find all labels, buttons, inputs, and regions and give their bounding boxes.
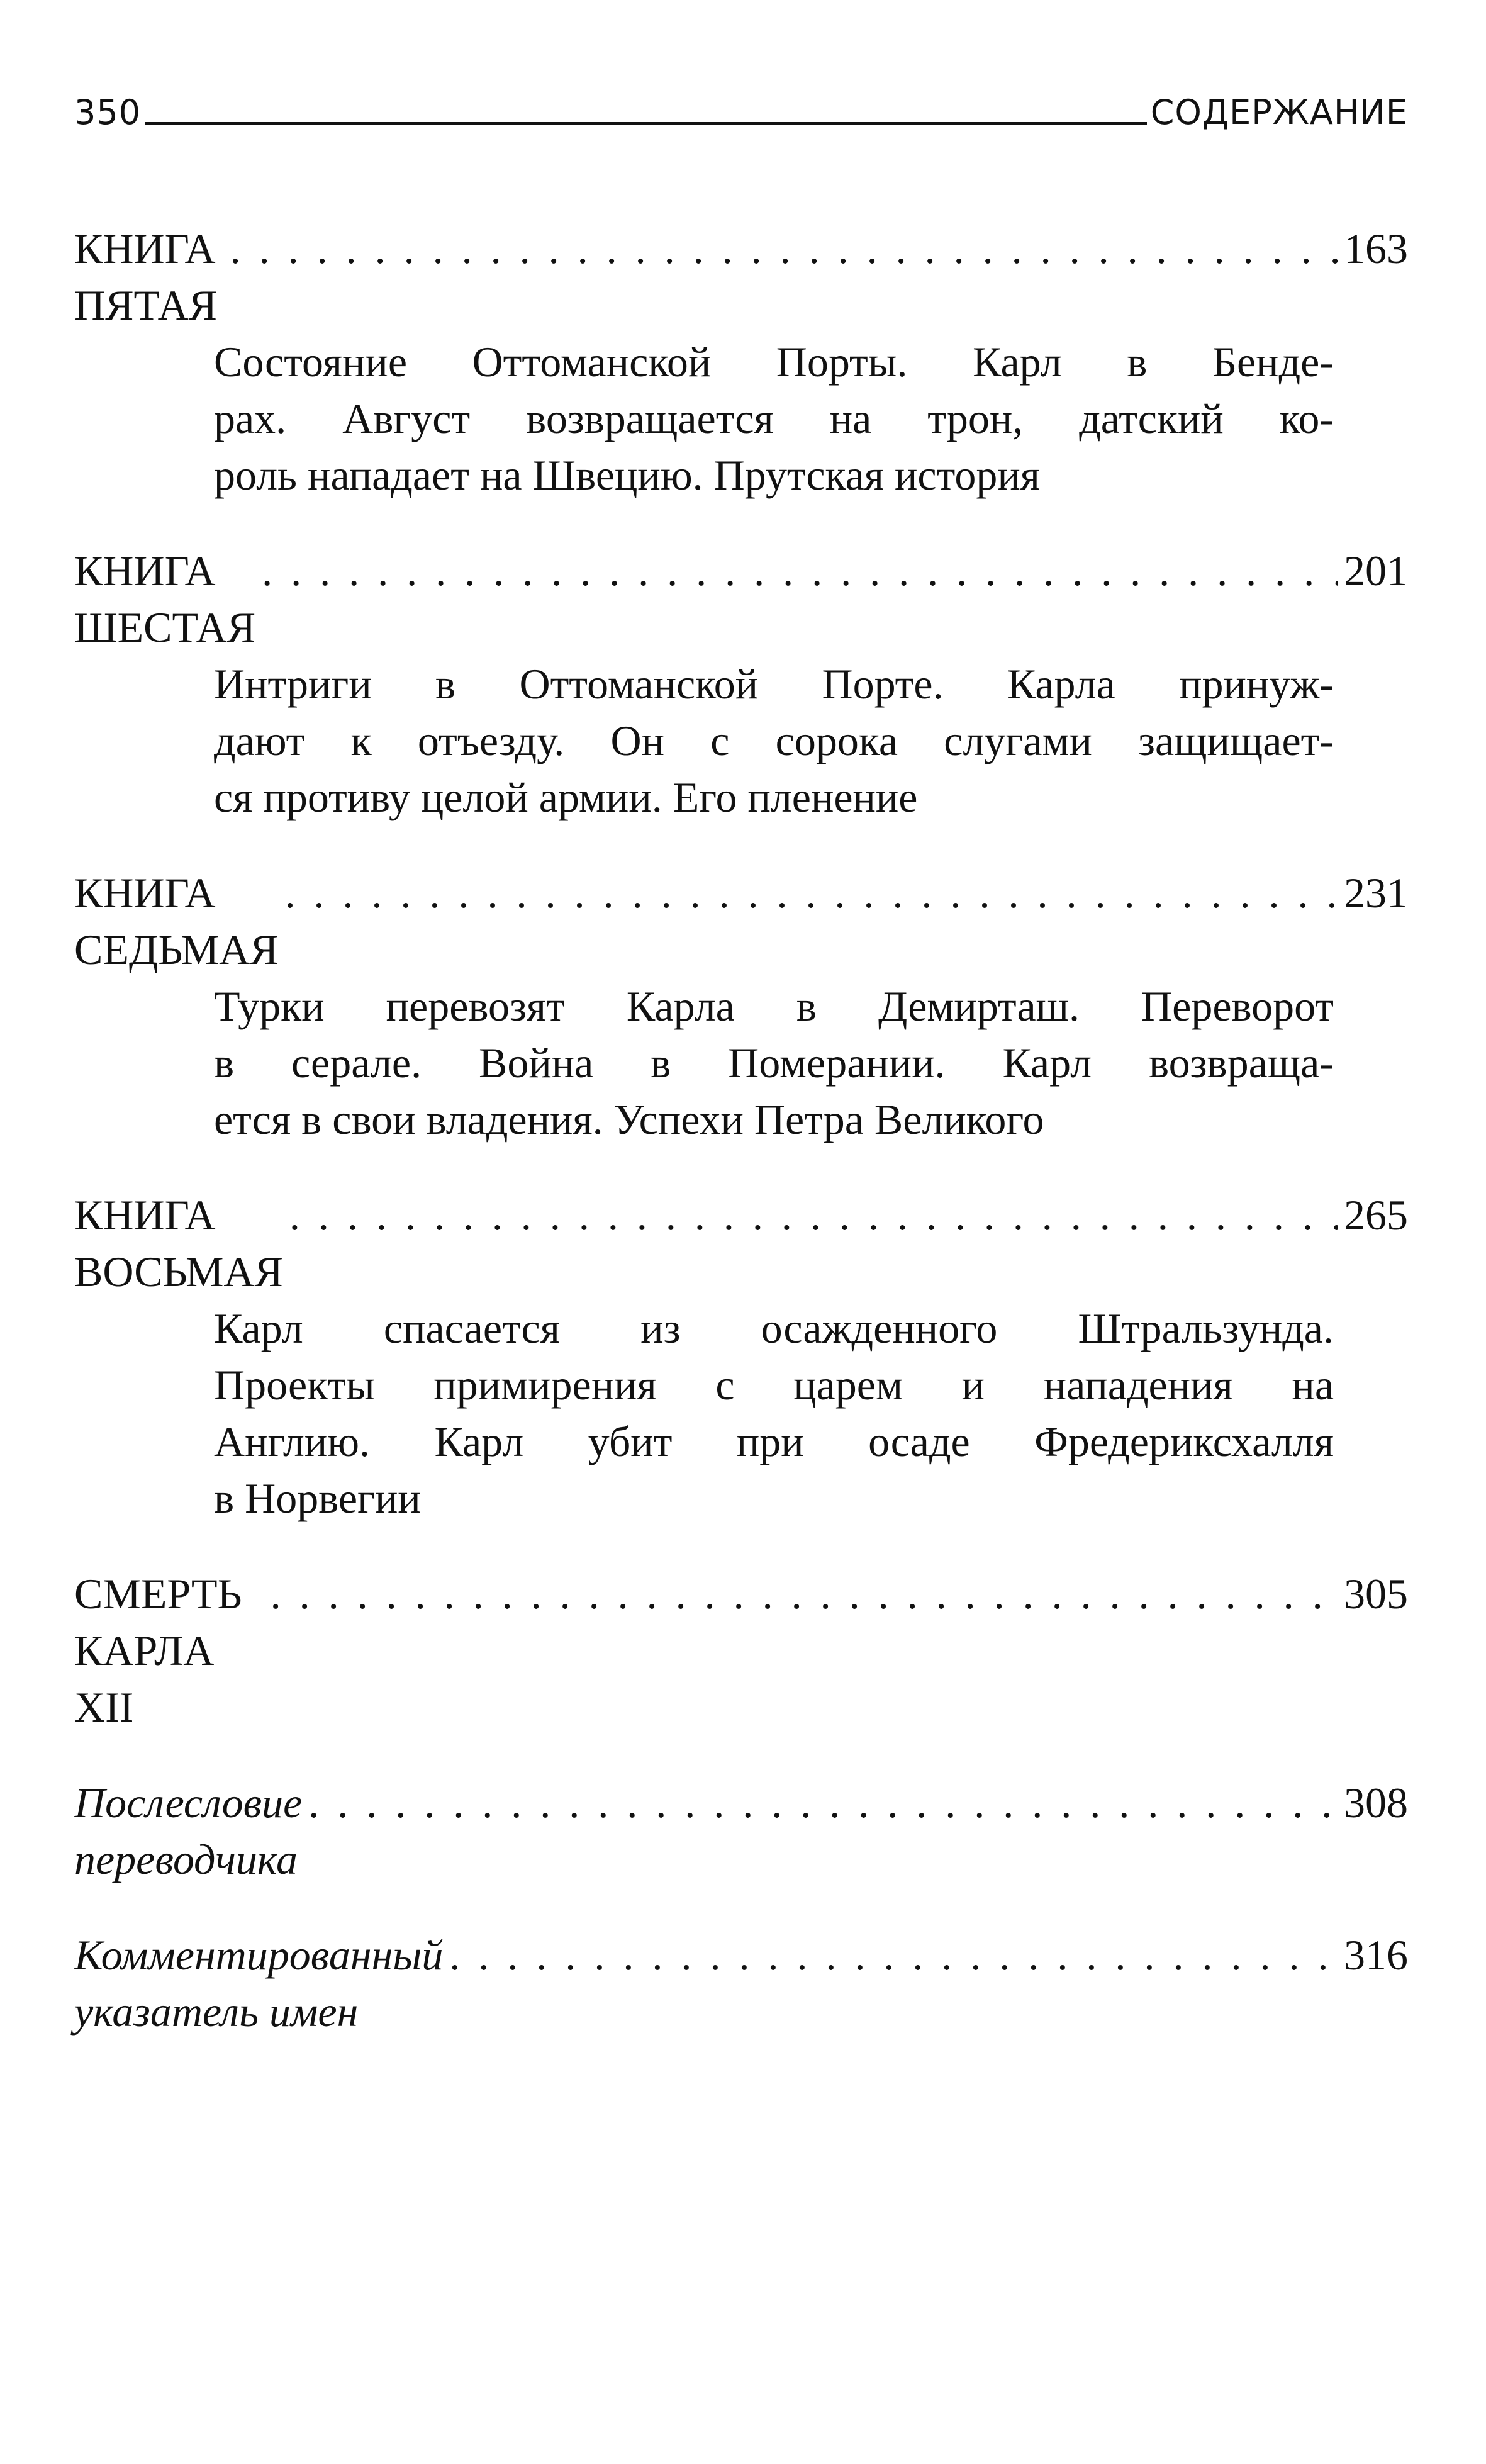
toc-entry-title: КНИГА ПЯТАЯ [74,225,218,329]
toc-entry-page-number: 163 [1344,225,1408,272]
dot-leader [289,1187,1338,1243]
toc-entry-summary [214,333,1334,503]
section-title: СОДЕРЖАНИЕ [1150,92,1408,132]
summary-line: Англию. Карл убит при осаде Фредериксхалля [214,1418,1334,1465]
toc-entry-title: КНИГА ШЕСТАЯ [74,547,256,651]
toc-entry-title: Послесловие переводчика [74,1779,303,1883]
summary-line: Турки перевозят Карла в Демирташ. Переворот [214,982,1334,1030]
toc-entry-summary [214,978,1334,1148]
toc-entry-title: СМЕРТЬ КАРЛА XII [74,1570,242,1731]
summary-line: Интриги в Оттоманской Порте. Карла принуж- [214,660,1334,708]
summary-line: Состояние Оттоманской Порты. Карл в Бенде- [214,338,1334,386]
dot-leader [271,1565,1338,1622]
toc-entry [74,542,1408,826]
summary-line: Карл спасается из осажденного Штральзунда. [214,1304,1334,1352]
dot-leader [308,1774,1338,1831]
table-of-contents [74,220,1408,2040]
summary-line: в серале. Война в Померании. Карл возвраща- [214,1039,1334,1087]
toc-entry-heading [74,1774,1408,1888]
dot-leader [262,542,1338,599]
toc-entry-heading [74,1187,1408,1300]
toc-entry-heading [74,1927,1408,2040]
toc-entry-title: КНИГА ВОСЬМАЯ [74,1191,283,1296]
toc-entry-heading [74,220,1408,333]
toc-entry-page-number: 231 [1344,869,1408,917]
toc-entry [74,1927,1408,2040]
toc-entry [74,1774,1408,1888]
dot-leader [230,220,1338,277]
summary-line: в Норвегии [214,1474,421,1522]
toc-entry-page-number: 265 [1344,1191,1408,1239]
toc-entry-summary [214,656,1334,826]
toc-entry-heading [74,1565,1408,1735]
toc-entry-heading [74,542,1408,656]
toc-entry-heading [74,865,1408,978]
summary-line: дают к отъезду. Он с сорока слугами защищает- [214,717,1334,764]
toc-entry-page-number: 201 [1344,547,1408,595]
summary-line: роль нападает на Швецию. Прутская история [214,451,1041,499]
toc-entry-page-number: 308 [1344,1779,1408,1827]
book-page [74,76,1408,2079]
toc-entry [74,1565,1408,1735]
page-number: 350 [74,92,142,132]
summary-line: ся противу целой армии. Его пленение [214,773,918,821]
toc-entry-page-number: 305 [1344,1570,1408,1618]
toc-entry [74,220,1408,503]
toc-entry [74,1187,1408,1526]
summary-line: ется в свои владения. Успехи Петра Великого [214,1095,1044,1143]
toc-entry-summary [214,1300,1334,1526]
summary-line: рах. Август возвращается на трон, датский ко- [214,395,1334,442]
summary-line: Проекты примирения с царем и нападения на [214,1361,1334,1409]
toc-entry-title: Комментированный указатель имен [74,1931,444,2036]
dot-leader [449,1927,1338,1983]
running-head [74,76,1408,132]
dot-leader [285,865,1338,921]
header-rule [145,122,1147,125]
toc-entry-page-number: 316 [1344,1931,1408,1979]
toc-entry [74,865,1408,1148]
toc-entry-title: КНИГА СЕДЬМАЯ [74,869,279,973]
